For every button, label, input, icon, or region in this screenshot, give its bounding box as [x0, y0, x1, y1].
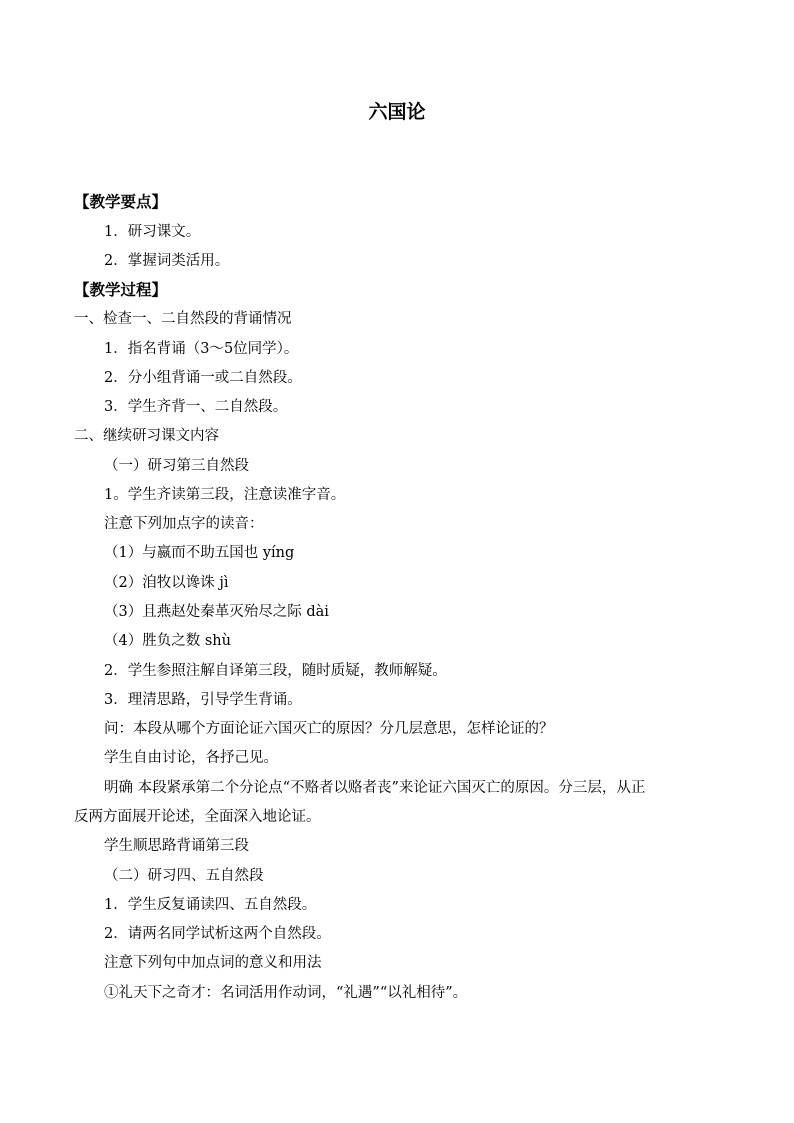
section-heading: 二、继续研习课文内容	[74, 428, 219, 444]
list-item: 1．研习课文。	[104, 224, 201, 240]
question: 问：本段从哪个方面论证六国灭亡的原因？分几层意思，怎样论证的？	[104, 721, 554, 737]
pronunciation-item: （4）胜负之数 shù	[104, 633, 231, 649]
list-item: 2．掌握词类活用。	[104, 253, 230, 269]
pronunciation-item: （3）且燕赵处秦革灭殆尽之际 dài	[104, 604, 329, 620]
list-item: 1．指名背诵（3～5位同学）。	[104, 341, 299, 357]
paragraph: 明确 本段紧承第二个分论点“不赂者以赂者丧”来论证六国灭亡的原因。分三层，从正	[104, 780, 646, 796]
list-item: 2．分小组背诵一或二自然段。	[104, 370, 302, 386]
paragraph: 学生自由讨论，各抒己见。	[104, 750, 278, 766]
paragraph: 学生顺思路背诵第三段	[104, 838, 249, 854]
list-item: 3．学生齐背一、二自然段。	[104, 399, 288, 415]
section-heading-teaching-points: 【教学要点】	[74, 192, 168, 211]
subsection-heading: （二）研习四、五自然段	[104, 868, 264, 884]
section-heading: 一、检查一、二自然段的背诵情况	[74, 311, 292, 327]
list-item: 1．学生反复诵读四、五自然段。	[104, 897, 317, 913]
document-title: 六国论	[368, 101, 426, 123]
list-item: 1。学生齐读第三段，注意读准字音。	[104, 487, 346, 503]
list-item: 2．学生参照注解自译第三段，随时质疑，教师解疑。	[104, 663, 447, 679]
list-item: 3．理清思路，引导学生背诵。	[104, 692, 302, 708]
annotation-item: ①礼天下之奇才：名词活用作动词，“礼遇”“以礼相待”。	[104, 985, 468, 1001]
paragraph: 注意下列句中加点词的意义和用法	[104, 955, 322, 971]
subsection-heading: （一）研习第三自然段	[104, 458, 249, 474]
section-heading-teaching-process: 【教学过程】	[74, 280, 168, 299]
list-item: 2．请两名同学试析这两个自然段。	[104, 926, 331, 942]
paragraph: 注意下列加点字的读音：	[104, 516, 264, 532]
paragraph: 反两方面展开论述，全面深入地论证。	[74, 809, 321, 825]
pronunciation-item: （1）与嬴而不助五国也 yíng	[104, 545, 295, 561]
pronunciation-item: （2）洎牧以谗诛 jì	[104, 575, 229, 591]
